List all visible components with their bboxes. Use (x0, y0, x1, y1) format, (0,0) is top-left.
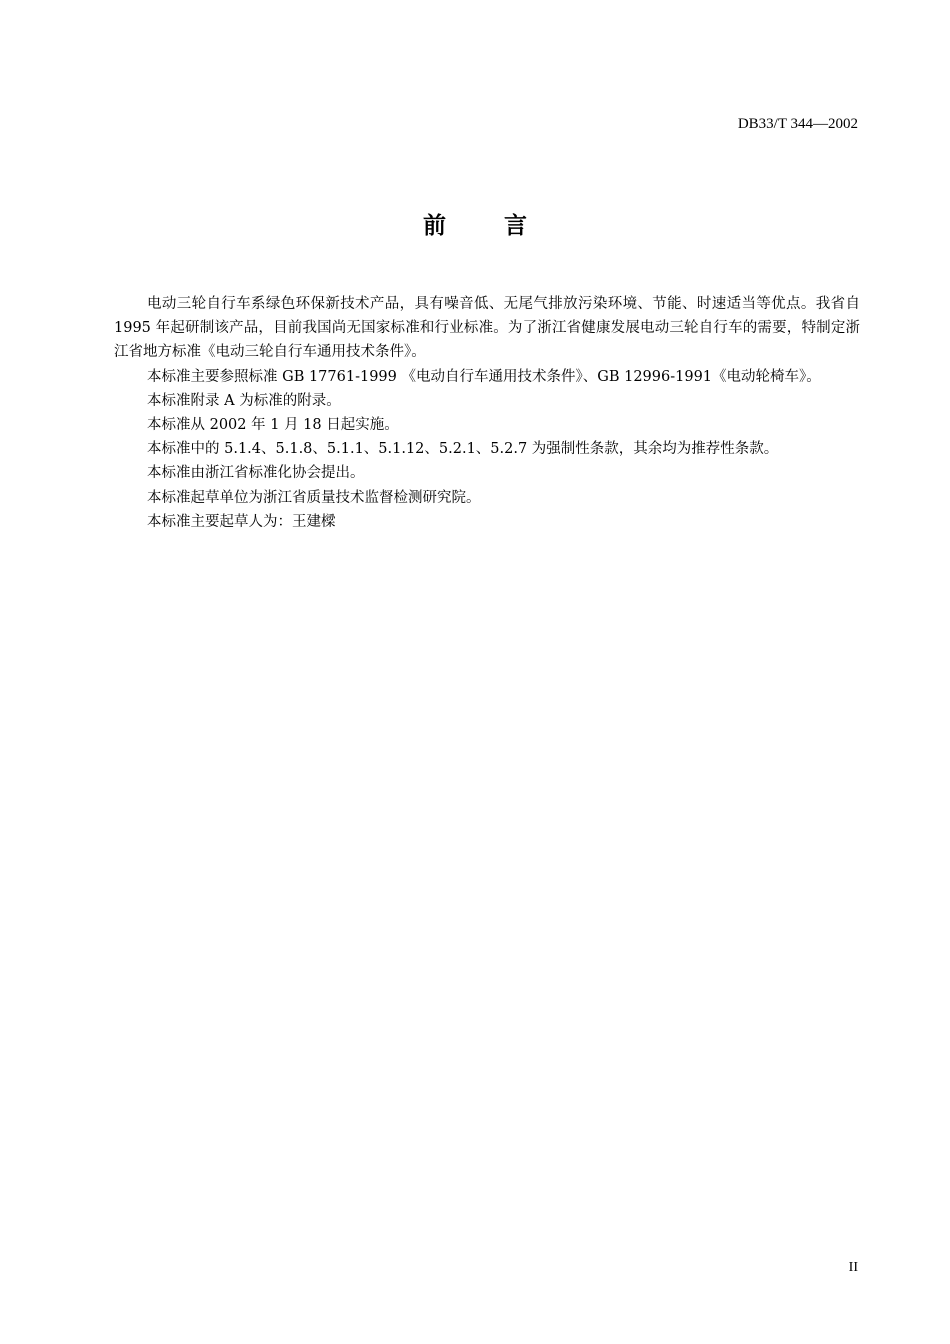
paragraph-references: 本标准主要参照标准 GB 17761-1999 《电动自行车通用技术条件》、GB 12996-1991《电动轮椅车》。 (147, 368, 821, 385)
standard-code: DB33/T 344—2002 (737, 116, 858, 132)
paragraph-proposer: 本标准由浙江省标准化协会提出。 (147, 465, 365, 482)
paragraph-drafters: 本标准主要起草人为：王建樑 (147, 513, 336, 530)
paragraph-mandatory-clauses: 本标准中的 5.1.4、5.1.8、5.1.1、5.1.12、5.2.1、5.2.7 为强制性条款，其余均为推荐性条款。 (147, 441, 779, 458)
paragraph-intro: 电动三轮自行车系绿色环保新技术产品，具有噪音低、无尾气排放污染环境、节能、时速适当等优点。我省自 1995 年起研制该产品，目前我国尚无国家标准和行业标准。为了浙江省健康发展电动三轮自行车的需要，特制定浙江省地方标准《电动三轮自行车通用技术条件》。 (114, 296, 860, 361)
foreword-body (114, 292, 860, 534)
page-title: 前言 (423, 213, 585, 239)
paragraph-appendix: 本标准附录 A 为标准的附录。 (147, 392, 341, 409)
paragraph-effective-date: 本标准从 2002 年 1 月 18 日起实施。 (147, 417, 399, 434)
paragraph-drafting-unit: 本标准起草单位为浙江省质量技术监督检测研究院。 (147, 489, 481, 506)
page-number: II (848, 1260, 858, 1275)
